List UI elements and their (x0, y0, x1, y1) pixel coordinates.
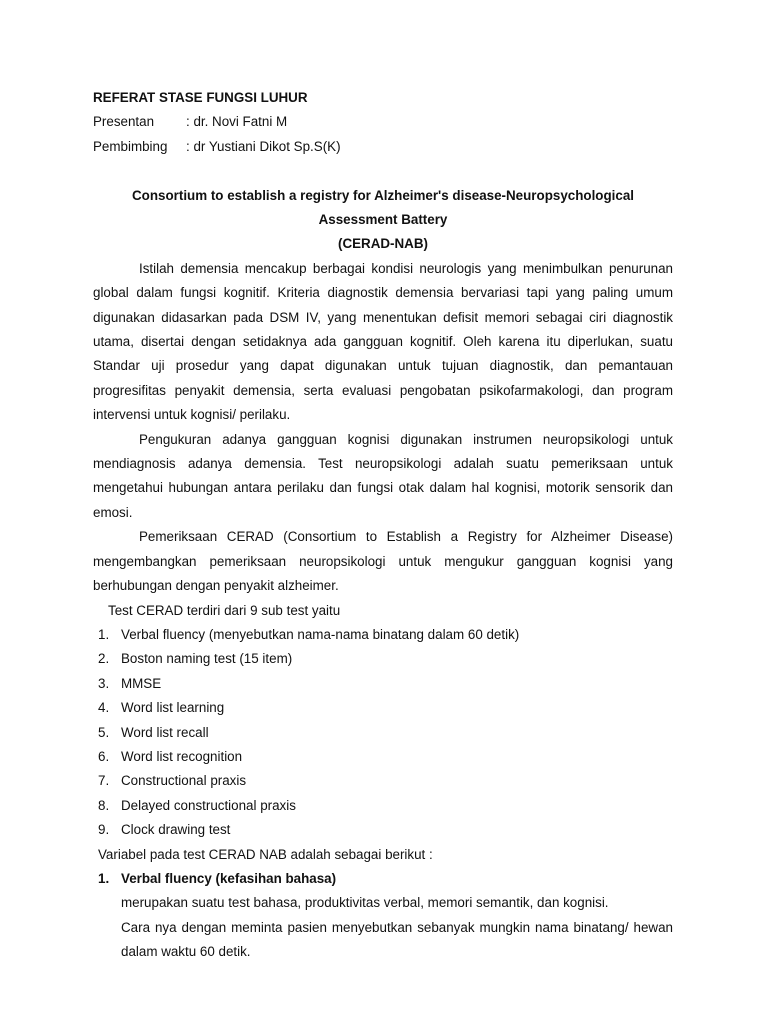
list-item-text: Verbal fluency (menyebutkan nama-nama binatang dalam 60 detik) (121, 626, 520, 642)
list-item (93, 818, 673, 842)
list-item-text: Delayed constructional praxis (121, 797, 296, 813)
list-item (93, 721, 673, 745)
presenter-value: : dr. Novi Fatni M (186, 114, 288, 130)
list-item-number: 9. (98, 822, 110, 838)
blank-line (93, 159, 673, 183)
referat-title: REFERAT STASE FUNGSI LUHUR (93, 90, 308, 105)
list-item-number: 7. (98, 773, 110, 789)
presenter-label: Presentan (93, 114, 155, 130)
list-item (93, 794, 673, 818)
list-item (93, 647, 673, 671)
list-item-text: Constructional praxis (121, 773, 247, 789)
list-item-text: MMSE (121, 675, 162, 691)
section-title: Verbal fluency (kefasihan bahasa) (121, 870, 337, 886)
list-item-number: 2. (98, 651, 110, 667)
variables-intro: Variabel pada test CERAD NAB adalah sebagai berikut : (98, 846, 433, 862)
presenter-row (93, 110, 673, 134)
paragraph-cognitive-measurement: Pengukuran adanya gangguan kognisi digunakan instrumen neuropsikologi untuk mendiagnosis adanya demensia. Test neuropsikologi adalah suatu pemeriksaan untuk mengetahui hubungan antara perilaku dan fungsi otak dalam hal kognisi, motorik sensorik dan emosi. (93, 431, 673, 520)
subtest-intro: Test CERAD terdiri dari 9 sub test yaitu (108, 602, 341, 618)
list-item (93, 672, 673, 696)
paragraph-dementia: Istilah demensia mencakup berbagai kondisi neurologis yang menimbulkan penurunan global dalam fungsi kognitif. Kriteria diagnostik demensia bervariasi tapi yang paling umum digunakan didasarkan pada DSM IV, yang menentukan defisit memori sebagai ciri diagnostik utama, disertai dengan setidaknya ada gangguan kognitif. Oleh karena itu diperlukan, suatu Standar uji prosedur yang dapat digunakan untuk tujuan diagnostik, dan pemantauan progresifitas penyakit demensia, serta evaluasi pengobatan psikofarmakologi, dan program intervensi untuk kognisi/ perilaku. (93, 260, 673, 423)
document-content (93, 86, 673, 965)
list-item (93, 696, 673, 720)
list-item-number: 5. (98, 724, 110, 740)
subtest-list (93, 623, 673, 843)
paragraph-cerad: Pemeriksaan CERAD (Consortium to Establish a Registry for Alzheimer Disease) mengembangkan pemeriksaan neuropsikologi untuk mengukur gangguan kognisi yang berhubungan dengan penyakit alzheimer. (93, 529, 673, 594)
list-item-number: 3. (98, 675, 110, 691)
list-item-text: Boston naming test (15 item) (121, 651, 293, 667)
list-item-text: Clock drawing test (121, 822, 231, 838)
document-title-line-2: (CERAD-NAB) (337, 236, 428, 252)
supervisor-value: : dr Yustiani Dikot Sp.S(K) (186, 138, 341, 154)
supervisor-label: Pembimbing (93, 138, 168, 154)
list-item-number: 8. (98, 797, 110, 813)
list-item-number: 4. (98, 700, 110, 716)
list-item (93, 623, 673, 647)
list-item-number: 1. (98, 626, 110, 642)
list-item-number: 6. (98, 748, 110, 764)
section-number: 1. (98, 870, 110, 886)
list-item-text: Word list learning (121, 700, 225, 716)
section-verbal-fluency-description: merupakan suatu test bahasa, produktivitas verbal, memori semantik, dan kognisi. (121, 895, 609, 911)
supervisor-row (93, 135, 673, 159)
list-item (93, 745, 673, 769)
section-verbal-fluency-heading (93, 867, 673, 891)
list-item-text: Word list recognition (121, 748, 243, 764)
section-verbal-fluency-method: Cara nya dengan meminta pasien menyebutkan sebanyak mungkin nama binatang/ hewan dalam waktu 60 detik. (121, 919, 673, 960)
list-item (93, 769, 673, 793)
list-item-text: Word list recall (121, 724, 209, 740)
document-title-line-1: Consortium to establish a registry for Alzheimer's disease-Neuropsychological Assessment Battery (132, 187, 634, 228)
